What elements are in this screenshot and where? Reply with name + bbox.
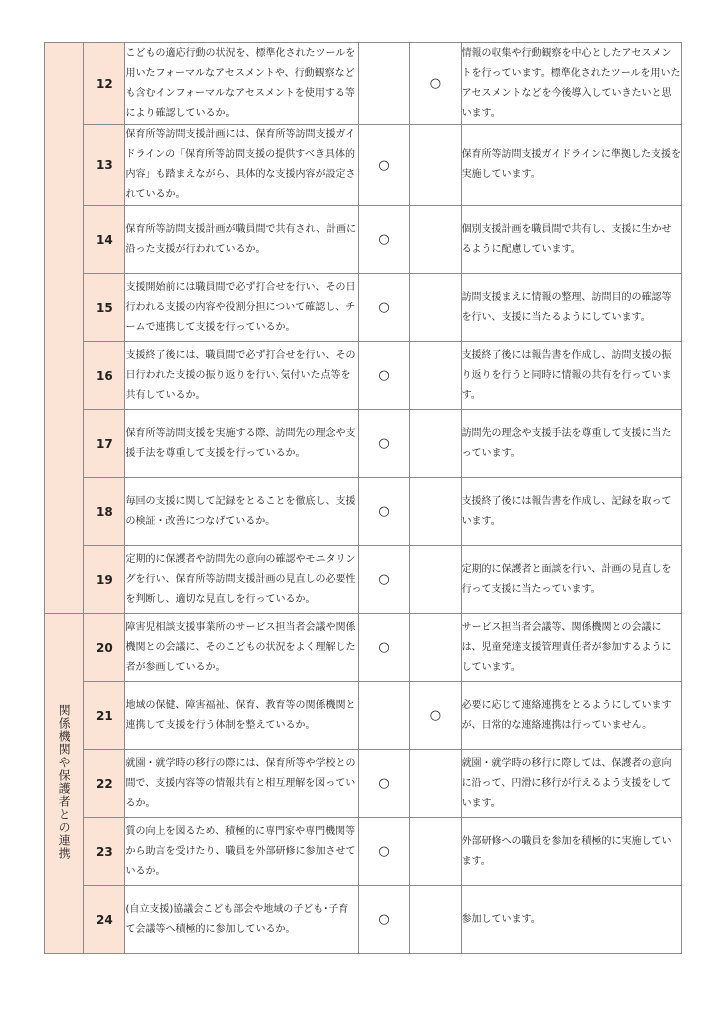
- comment-text: 外部研修への職員を参加を積極的に実施しています。: [461, 818, 681, 886]
- table-row: [45, 43, 682, 125]
- row-number: 15: [84, 274, 125, 342]
- comment-text: サービス担当者会議等、関係機関との会議には、児童発達支援管理責任者が参加するようにしています。: [461, 614, 681, 682]
- yes-mark: ○: [358, 125, 409, 206]
- comment-text: 支援終了後には報告書を作成し、訪問支援の振り返りを行うと同時に情報の共有を行っています。: [461, 342, 681, 410]
- row-number: 22: [84, 750, 125, 818]
- question-text: 毎回の支援に関して記録をとることを徹底し、支援の検証・改善につなげているか。: [125, 478, 358, 546]
- evaluation-table: [44, 42, 682, 954]
- question-text: 保育所等訪問支援を実施する際、訪問先の理念や支援手法を尊重して支援を行っているか。: [125, 410, 358, 478]
- no-mark: ○: [410, 43, 461, 125]
- yes-mark: ○: [358, 410, 409, 478]
- no-mark: [410, 342, 461, 410]
- yes-mark: ○: [358, 750, 409, 818]
- table-row: [45, 274, 682, 342]
- table-row: [45, 614, 682, 682]
- comment-text: 訪問先の理念や支援手法を尊重して支援に当たっています。: [461, 410, 681, 478]
- yes-mark: ○: [358, 818, 409, 886]
- no-mark: [410, 818, 461, 886]
- table-row: [45, 682, 682, 750]
- comment-text: 保育所等訪問支援ガイドラインに準拠した支援を実施しています。: [461, 125, 681, 206]
- no-mark: [410, 478, 461, 546]
- row-number: 12: [84, 43, 125, 125]
- comment-text: 支援終了後には報告書を作成し、記録を取っています。: [461, 478, 681, 546]
- yes-mark: ○: [358, 614, 409, 682]
- row-number: 19: [84, 546, 125, 614]
- no-mark: [410, 274, 461, 342]
- table-row: [45, 886, 682, 954]
- question-text: 保育所等訪問支援計画が職員間で共有され、計画に沿った支援が行われているか。: [125, 206, 358, 274]
- comment-text: 訪問支援まえに情報の整理、訪問目的の確認等を行い、支援に当たるようにしています。: [461, 274, 681, 342]
- row-number: 24: [84, 886, 125, 954]
- row-number: 16: [84, 342, 125, 410]
- question-text: 地域の保健、障害福祉、保育、教育等の関係機関と連携して支援を行う体制を整えているか。: [125, 682, 358, 750]
- question-text: 障害児相談支援事業所のサービス担当者会議や関係機関との会議に、そのこどもの状況をよく理解した者が参画しているか。: [125, 614, 358, 682]
- no-mark: [410, 206, 461, 274]
- yes-mark: ○: [358, 546, 409, 614]
- table-row: [45, 818, 682, 886]
- question-text: 支援開始前には職員間で必ず打合せを行い、その日行われる支援の内容や役割分担について確認し、チームで連携して支援を行っているか。: [125, 274, 358, 342]
- comment-text: 個別支援計画を職員間で共有し、支援に生かせるように配慮しています。: [461, 206, 681, 274]
- question-text: (自立支援)協議会こども部会や地域の子ども･子育て会議等へ積極的に参加しているか。: [125, 886, 358, 954]
- no-mark: [410, 614, 461, 682]
- comment-text: 参加しています。: [461, 886, 681, 954]
- row-number: 21: [84, 682, 125, 750]
- no-mark: [410, 546, 461, 614]
- no-mark: [410, 886, 461, 954]
- category-cell-2: [45, 614, 84, 954]
- table-row: [45, 342, 682, 410]
- yes-mark: ○: [358, 274, 409, 342]
- table-row: [45, 410, 682, 478]
- question-text: 質の向上を図るため、積極的に専門家や専門機関等から助言を受けたり、職員を外部研修に参加させているか。: [125, 818, 358, 886]
- yes-mark: [358, 43, 409, 125]
- row-number: 13: [84, 125, 125, 206]
- question-text: 支援終了後には、職員間で必ず打合せを行い、その日行われた支援の振り返りを行い､気付いた点等を共有しているか。: [125, 342, 358, 410]
- question-text: 就園・就学時の移行の際には、保育所等や学校との間で、支援内容等の情報共有と相互理解を図っているか。: [125, 750, 358, 818]
- question-text: こどもの適応行動の状況を、標準化されたツールを用いたフォーマルなアセスメントや、行動観察なども含むインフォーマルなアセスメントを使用する等により確認しているか。: [125, 43, 358, 125]
- category-cell-1: [45, 43, 84, 614]
- table-row: [45, 125, 682, 206]
- evaluation-table-body: [45, 43, 682, 954]
- table-row: [45, 206, 682, 274]
- category-label: 関係機関や保護者との連携: [57, 703, 72, 860]
- comment-text: 必要に応じて連絡連携をとるようにしていますが、日常的な連絡連携は行っていません。: [461, 682, 681, 750]
- yes-mark: ○: [358, 342, 409, 410]
- table-row: [45, 546, 682, 614]
- yes-mark: ○: [358, 886, 409, 954]
- no-mark: [410, 125, 461, 206]
- comment-text: 定期的に保護者と面談を行い、計画の見直しを行って支援に当たっています。: [461, 546, 681, 614]
- yes-mark: ○: [358, 206, 409, 274]
- question-text: 保育所等訪問支援計画には、保育所等訪問支援ガイドラインの「保育所等訪問支援の提供すべき具体的内容」も踏まえながら、具体的な支援内容が設定されているか。: [125, 125, 358, 206]
- yes-mark: [358, 682, 409, 750]
- no-mark: [410, 750, 461, 818]
- no-mark: [410, 410, 461, 478]
- yes-mark: ○: [358, 478, 409, 546]
- table-row: [45, 750, 682, 818]
- table-row: [45, 478, 682, 546]
- row-number: 23: [84, 818, 125, 886]
- comment-text: 情報の収集や行動観察を中心としたアセスメントを行っています。標準化されたツールを用いたアセスメントなどを今後導入していきたいと思います。: [461, 43, 681, 125]
- row-number: 20: [84, 614, 125, 682]
- row-number: 18: [84, 478, 125, 546]
- question-text: 定期的に保護者や訪問先の意向の確認やモニタリングを行い、保育所等訪問支援計画の見直しの必要性を判断し、適切な見直しを行っているか。: [125, 546, 358, 614]
- no-mark: ○: [410, 682, 461, 750]
- row-number: 14: [84, 206, 125, 274]
- comment-text: 就園・就学時の移行に際しては、保護者の意向に沿って、円滑に移行が行えるよう支援をしています。: [461, 750, 681, 818]
- row-number: 17: [84, 410, 125, 478]
